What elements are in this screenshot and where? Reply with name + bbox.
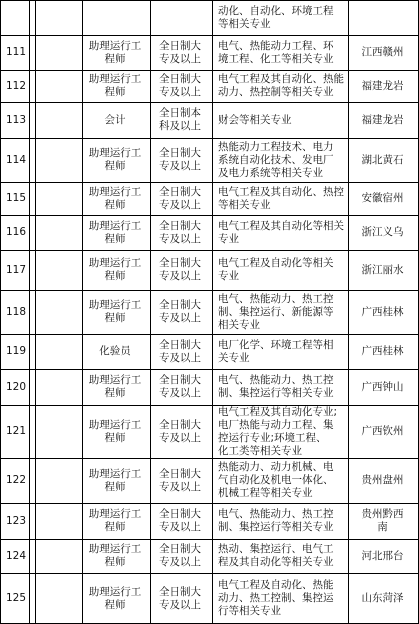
cell-selection-outline <box>29 0 83 624</box>
major-cell: 热能动力工程技术、电力 系统自动化技术、发电厂 及电力系统等相关专业 <box>218 140 334 179</box>
location-cell: 山东菏泽 <box>361 592 404 604</box>
education-cell: 全日制大 专及以上 <box>159 543 201 568</box>
major-cell: 电气工程及自动化、热能 动力、热工控制、集控运 行等相关专业 <box>218 579 334 617</box>
position-cell: 助理运行工 程师 <box>88 185 142 211</box>
major-cell: 电气工程及其自动化、热能 动力、热控制等相关专业 <box>218 73 344 98</box>
row-number-cell: 114 <box>6 153 27 166</box>
position-cell: 助理运行工 程师 <box>88 543 142 568</box>
education-cell: 全日制大 专及以上 <box>159 147 201 172</box>
position-cell: 助理运行工 程师 <box>88 219 142 245</box>
row-number-cell: 124 <box>6 549 27 562</box>
row-number-cell: 117 <box>6 263 27 276</box>
major-cell: 电气工程及其自动化等相关 专业 <box>218 219 344 245</box>
education-cell: 全日制大 专及以上 <box>159 467 201 493</box>
header-major-cell: 动化、自动化、环境工程 等相关专业 <box>218 4 334 30</box>
location-cell: 福建龙岩 <box>361 113 404 126</box>
row-number-cell: 111 <box>6 46 27 58</box>
education-cell: 全日制本 科及以上 <box>159 107 201 132</box>
row-number-cell: 116 <box>6 226 27 238</box>
position-cell: 助理运行工 程师 <box>88 585 142 611</box>
position-cell: 助理运行工 程师 <box>88 374 142 399</box>
location-cell: 广西桂林 <box>361 345 404 357</box>
position-cell: 化验员 <box>99 345 131 357</box>
location-cell: 贵州黔西 南 <box>361 508 404 533</box>
row-number-cell: 113 <box>6 113 27 126</box>
position-cell: 助理运行工 程师 <box>88 299 142 324</box>
location-cell: 浙江义乌 <box>361 226 404 238</box>
education-cell: 全日制大 专及以上 <box>159 374 201 399</box>
position-cell: 助理运行工 程师 <box>88 508 142 533</box>
education-cell: 全日制大 专及以上 <box>159 585 201 611</box>
location-cell: 安徽宿州 <box>361 192 404 204</box>
position-cell: 会计 <box>104 113 126 126</box>
row-number-cell: 118 <box>6 305 27 318</box>
major-cell: 电气、热能动力工程、环 境工程、化工等相关专业 <box>218 39 334 65</box>
education-cell: 全日制大 专及以上 <box>159 508 201 533</box>
grid-vertical-rule <box>212 0 213 624</box>
location-cell: 贵州盘州 <box>361 474 404 486</box>
position-cell: 助理运行工 程师 <box>88 257 142 282</box>
grid-vertical-rule <box>29 0 30 624</box>
education-cell: 全日制大 专及以上 <box>159 185 201 211</box>
position-cell: 助理运行工 程师 <box>88 73 142 98</box>
position-cell: 助理运行工 程师 <box>88 39 142 65</box>
position-cell: 助理运行工 程师 <box>88 467 142 493</box>
major-cell: 电气工程及其自动化专业; 电厂热能与动力工程、集 控运行专业;环境工程、 化工类等相关专业 <box>218 405 338 457</box>
location-cell: 广西钦州 <box>361 425 404 437</box>
major-cell: 电气工程及其自动化、热控 等相关专业 <box>218 185 344 211</box>
row-number-cell: 112 <box>6 79 27 92</box>
major-cell: 财会等相关专业 <box>218 113 292 126</box>
grid-vertical-rule <box>35 0 36 624</box>
major-cell: 电气工程及自动化等相关 专业 <box>218 257 334 282</box>
education-cell: 全日制大 专及以上 <box>159 418 201 444</box>
row-number-cell: 120 <box>6 380 27 393</box>
education-cell: 全日制大 专及以上 <box>159 39 201 65</box>
major-cell: 热能动力、动力机械、电 气自动化及机电一体化、 机械工程等相关专业 <box>218 461 334 499</box>
location-cell: 湖北黄石 <box>361 153 404 166</box>
row-number-cell: 125 <box>6 592 27 604</box>
education-cell: 全日制大 专及以上 <box>159 338 201 364</box>
education-cell: 全日制大 专及以上 <box>159 299 201 324</box>
position-cell: 助理运行工 程师 <box>88 147 142 172</box>
major-cell: 电厂化学、环境工程等相 关专业 <box>218 338 334 364</box>
row-number-cell: 121 <box>6 425 27 437</box>
row-number-cell: 115 <box>6 192 27 204</box>
education-cell: 全日制大 专及以上 <box>159 257 201 282</box>
major-cell: 电气、热能动力、热工控 制、集控运行等相关专业 <box>218 374 334 399</box>
education-cell: 全日制大 专及以上 <box>159 219 201 245</box>
location-cell: 广西桂林 <box>361 305 404 318</box>
grid-horizontal-rule <box>0 0 419 1</box>
education-cell: 全日制大 专及以上 <box>159 73 201 98</box>
row-number-cell: 119 <box>6 345 27 357</box>
location-cell: 河北邢台 <box>361 549 404 562</box>
major-cell: 热动、集控运行、电气工 程及其自动化等相关专业 <box>218 543 334 568</box>
row-number-cell: 123 <box>6 514 27 527</box>
position-cell: 助理运行工 程师 <box>88 418 142 444</box>
location-cell: 浙江丽水 <box>361 263 404 276</box>
row-number-cell: 122 <box>6 474 27 486</box>
major-cell: 电气、热能动力、热工控 制、集控运行等相关专业 <box>218 508 334 533</box>
location-cell: 广西钟山 <box>361 380 404 393</box>
location-cell: 福建龙岩 <box>361 79 404 92</box>
location-cell: 江西赣州 <box>361 46 404 58</box>
major-cell: 电气、热能动力、热工控 制、集控运行、新能源等 相关专业 <box>218 292 334 331</box>
